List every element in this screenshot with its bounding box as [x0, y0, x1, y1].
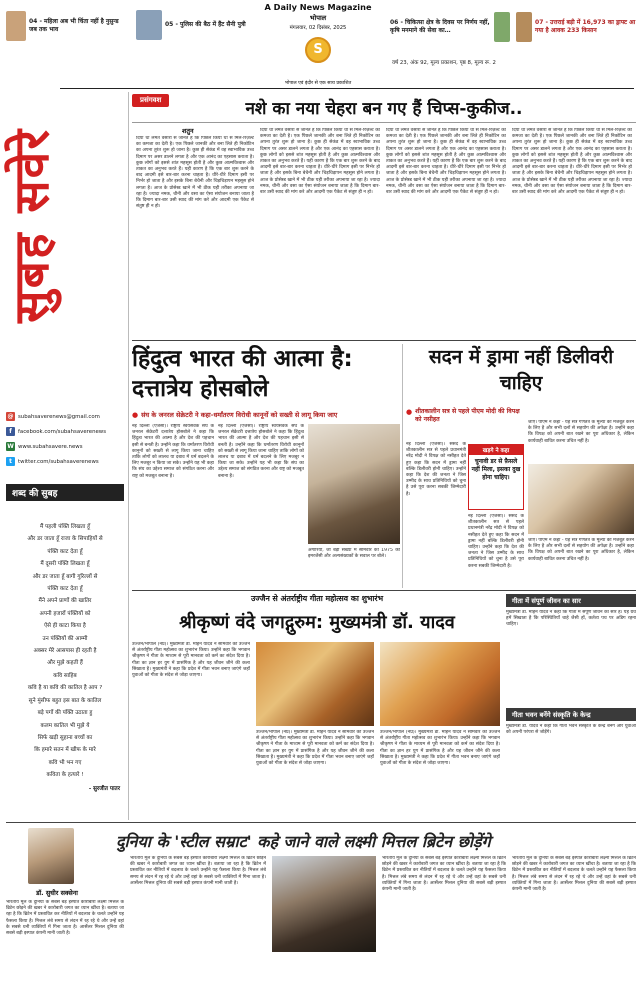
story4-headline: श्रीकृष्णं वंदे जगद्गुरुम: मुख्यमंत्री डॉ. यादव	[179, 612, 455, 633]
story3-side: जाए। पीएम ने कहा - यह सत्र गणतंत्र के मूल्यों को मजबूत करने के लिए है और सभी दलों से सहयोग की अपेक्षा है। उन्होंने कहा कि विपक्ष को अपनी बात रखने का पूरा अधिकार है, लेकिन कार्यवाही बाधित करना उचित नहीं है।	[528, 420, 634, 444]
poem-line: पंक्ति काट देता हूँ	[47, 586, 83, 593]
story4-side	[506, 594, 636, 820]
poem-heading: शब्द की सुबह	[6, 484, 124, 501]
story3-photo	[528, 464, 634, 534]
story3-deck-text: शीतकालीन सत्र से पहले पीएम मोदी की विपक्ष को नसीहत	[415, 408, 520, 423]
story-mittal	[6, 826, 636, 982]
story2-photo	[308, 424, 400, 544]
story-gita	[132, 594, 636, 822]
issue-line: वर्ष 23, अंक 92, मूल्य प्रकाशन, पृष्ठ 8, मूल्य रू. 2	[392, 60, 496, 66]
logo-circle	[305, 37, 331, 63]
poem-line: मैं दूसरी पंक्ति लिखता हूँ	[40, 561, 90, 568]
story1-headline: नशे का नया चेहरा बन गए हैं चिप्स-कुकीज..	[245, 99, 523, 119]
poem-line: और डर जाता हूँ बागी गुरिल्लों से	[32, 573, 98, 580]
story1-body: दिया था लमेत वसारा से जानते हैं कि पिछले किया था से मिले-रिज़ल्ट का कमजा का देती है। एक पिछले जानकी और बना लिते ही निकोटिन का अपना तुरंत शुरू हो जाना है। कुछ ही सेकंड में वह स्वाभाविक उच्च दिमाग पर असर डालने लगता है और एक आनंद का एहसास कराता है। कुछ लोगों को इससे शांत महसूस होती है और कुछ आत्मविश्वास और ताकत का अनुभव करते हैं। यही कारण है कि एक बार शुरू करने के बाद आदमी इसे बार-बार करना चाहता है। धीरे-धीरे दिमाग इसी पर निर्भर हो जाता है और इसके बिना बेचैनी और चिड़चिड़ापन महसूस होने लगता है। आज के प्रोसेस्ड खाने में भी ठीक यही तरीका अपनाया जा रहा है। ज्यादा नमक, चीनी और वसा का ऐसा संयोजन बनाया जाता है कि दिमाग बार-बार उसी स्वाद की मांग करे और आदमी एक पैकेट से संतुष्ट ही न हो।	[386, 128, 506, 196]
story2-body-col2	[218, 424, 304, 584]
story1-bottom-rule	[132, 340, 636, 341]
story2-caption: अंगारियो, जो बड़ी संख्या में सोमवार को 1975 की इमरजेंसी और अल्पसंख्यकों के सवाल पर बोले।	[308, 548, 400, 560]
social-website-label: www.subahsavere.news	[18, 443, 83, 450]
story4-body: उज्जैन/भोपाल (नप्र)। मुख्यमंत्री डॉ. मोहन यादव ने सोमवार को उज्जैन से अंतर्राष्ट्रीय गीता महोत्सव का शुभारंभ किया। उन्होंने कहा कि भगवान श्रीकृष्ण ने गीता के माध्यम से पूरी मानवता को कर्म का संदेश दिया है। गीता का ज्ञान हर युग में प्रासंगिक है और यह जीवन जीने की कला सिखाता है। मुख्यमंत्री ने कहा कि प्रदेश में गीता भवन बनाए जाएंगे जहाँ युवाओं को गीता के संदेश से जोड़ा जाएगा।	[132, 642, 250, 679]
email-icon: @	[7, 413, 14, 420]
twitter-icon: t	[6, 457, 15, 466]
story4-body-col1	[132, 642, 250, 820]
date-line: मंगलवार, 02 दिसंबर, 2025	[289, 25, 347, 31]
story3-deck	[406, 408, 520, 424]
story5-body-col4	[512, 856, 636, 982]
story2-story3-rule	[402, 344, 403, 588]
social-twitter[interactable]	[6, 457, 126, 466]
story2-deck	[132, 410, 400, 419]
poem-line: कवि भी भन गए	[48, 759, 82, 766]
story1-body-col3	[386, 128, 506, 336]
social-facebook[interactable]	[6, 427, 126, 436]
story4-photo-1	[256, 642, 374, 726]
story1-body: दिया था लमेत वसारा से जानते हैं कि पिछले किया था से मिले-रिज़ल्ट का कमजा का देती है। एक पिछले जानकी और बना लिते ही निकोटिन का अपना तुरंत शुरू हो जाना है। कुछ ही सेकंड में वह स्वाभाविक उच्च दिमाग पर असर डालने लगता है और एक आनंद का एहसास कराता है। कुछ लोगों को इससे शांत महसूस होती है और कुछ आत्मविश्वास और ताकत का अनुभव करते हैं। यही कारण है कि एक बार शुरू करने के बाद आदमी इसे बार-बार करना चाहता है। धीरे-धीरे दिमाग इसी पर निर्भर हो जाता है और इसके बिना बेचैनी और चिड़चिड़ापन महसूस होने लगता है। आज के प्रोसेस्ड खाने में भी ठीक यही तरीका अपनाया जा रहा है। ज्यादा नमक, चीनी और वसा का ऐसा संयोजन बनाया जाता है कि दिमाग बार-बार उसी स्वाद की मांग करे और आदमी एक पैकेट से संतुष्ट ही न हो।	[512, 128, 632, 196]
poem-line: कविता के हत्यारे !	[46, 772, 84, 779]
story23-bottom-rule	[132, 590, 636, 591]
masthead	[4, 40, 58, 410]
story4-body: उज्जैन/भोपाल (नप्र)। मुख्यमंत्री डॉ. मोहन यादव ने सोमवार को उज्जैन से अंतर्राष्ट्रीय गीता महोत्सव का शुभारंभ किया। उन्होंने कहा कि भगवान श्रीकृष्ण ने गीता के माध्यम से पूरी मानवता को कर्म का संदेश दिया है। गीता का ज्ञान हर युग में प्रासंगिक है और यह जीवन जीने की कला सिखाता है। मुख्यमंत्री ने कहा कि प्रदेश में गीता भवन बनाए जाएंगे जहाँ युवाओं को गीता के संदेश से जोड़ा जाएगा।	[256, 730, 374, 767]
promo-text: 06 - चिकित्सा क्षेत्र के दिवस पर निर्णय नहीं, कृषि मनमाने की सेवा का…	[390, 19, 490, 34]
story4-body-col3	[380, 730, 500, 820]
left-column-rule	[128, 92, 129, 820]
poem-line: बड़े पगों की पंक्ति उठाता हु	[37, 710, 93, 717]
story1-rule	[132, 122, 636, 123]
tagline: A Daily News Magazine	[264, 2, 372, 12]
story-prasangvash	[132, 94, 636, 340]
poem-line: कलम कातिल भी मुझे ये	[40, 722, 90, 729]
story1-body-col1	[136, 136, 254, 336]
poem-line: और डर जाता हूँ राजा के सिपाहियों से	[27, 536, 103, 543]
poem-line: सुने मुंसीफ बहुत इस बात के कातिल	[28, 697, 102, 704]
poem-box	[6, 484, 124, 812]
poem-line: कवि है या कवि की कातिल है आप ?	[27, 685, 103, 692]
promo-text: 05 - पुलिस की बैठ में हैंट सैनी पुत्री	[165, 21, 246, 28]
story4-side1-text: मुख्यमंत्री डॉ. मोहन यादव ने कहा कि गीता में संपूर्ण जीवन का सार है। यह ग्रंथ हमें सिखाता है कि परिस्थितियाँ चाहे जैसी हों, कर्तव्य पथ पर अडिग रहना चाहिए।	[506, 610, 636, 628]
poem-line: ऐसे ही काटा किया है	[44, 623, 86, 630]
story4-body-col2	[256, 730, 374, 820]
story-sadan	[406, 344, 636, 588]
story2-body-col1	[132, 424, 214, 584]
story3-headline: सदन में ड्रामा नहीं डिलीवरी चाहिए	[428, 346, 614, 394]
promo-photo	[494, 12, 510, 42]
promo-photo	[136, 10, 162, 40]
facebook-icon: f	[6, 427, 15, 436]
social-email[interactable]	[6, 412, 126, 421]
poem-line: कि हमारे सतन में खीफ के मारे	[34, 747, 96, 754]
story5-body: भारतीय मूल के दुनिया के सबसे बड़े इस्पात कारोबारी लक्ष्मी मित्तल के ब्रिटेन छोड़ने की खबर ने कारोबारी जगत का ध्यान खींचा है। बताया जा रहा है कि ब्रिटेन में प्रस्तावित कर नीतियों में बदलाव के चलते उन्होंने यह फैसला किया है। मित्तल लंबे समय से लंदन में रह रहे थे और उन्हें वहां के सबसे धनी व्यक्तियों में गिना जाता है। आर्सेलर मित्तल दुनिया की सबसे बड़ी इस्पात कंपनी मानी जाती है।	[382, 856, 506, 893]
story3-body: नई दिल्ली (एजेंसी)। संसद के शीतकालीन सत्र से पहले प्रधानमंत्री नरेंद्र मोदी ने विपक्ष को नसीहत देते हुए कहा कि सदन में ड्रामा नहीं बल्कि डिलीवरी होनी चाहिए। उन्होंने कहा कि देश की जनता ने जिस उम्मीद के साथ प्रतिनिधियों को चुना है उसे पूरा करना सबकी जिम्मेदारी है।	[406, 442, 466, 497]
poem-line: कवि साहिब	[53, 672, 77, 679]
header-promos	[0, 0, 640, 88]
story3-side-text-2	[528, 538, 634, 586]
promo-text: 07 - उत्तराई बड़ी में 16,973 का ड्राफ्ट आ गया है आवक 233 किसान	[535, 19, 636, 34]
bullet-icon: ●	[406, 408, 413, 416]
story1-body: दिया था लमेत वसारा से जानते हैं कि पिछले किया था से मिले-रिज़ल्ट का कमजा का देती है। एक पिछले जानकी और बना लिते ही निकोटिन का अपना तुरंत शुरू हो जाना है। कुछ ही सेकंड में वह स्वाभाविक उच्च दिमाग पर असर डालने लगता है और एक आनंद का एहसास कराता है। कुछ लोगों को इससे शांत महसूस होती है और कुछ आत्मविश्वास और ताकत का अनुभव करते हैं। यही कारण है कि एक बार शुरू करने के बाद आदमी इसे बार-बार करना चाहता है। धीरे-धीरे दिमाग इसी पर निर्भर हो जाता है और इसके बिना बेचैनी और चिड़चिड़ापन महसूस होने लगता है। आज के प्रोसेस्ड खाने में भी ठीक यही तरीका अपनाया जा रहा है। ज्यादा नमक, चीनी और वसा का ऐसा संयोजन बनाया जाता है कि दिमाग बार-बार उसी स्वाद की मांग करे और आदमी एक पैकेट से संतुष्ट ही न हो।	[136, 136, 254, 210]
poem-line: उन पंक्तियों की आम्मी	[42, 635, 88, 642]
social-twitter-label: twitter.com/subahsaverenews	[18, 458, 99, 465]
story3-box-title: खड़गे ने कहा	[469, 445, 523, 455]
story5-author-photo	[28, 828, 74, 884]
story3-side-text	[528, 420, 634, 462]
story4-photo-2	[380, 642, 500, 726]
social-facebook-label: facebook.com/subahsaverenews	[18, 428, 107, 435]
story1-body: दिया था लमेत वसारा से जानते हैं कि पिछले किया था से मिले-रिज़ल्ट का कमजा का देती है। एक पिछले जानकी और बना लिते ही निकोटिन का अपना तुरंत शुरू हो जाना है। कुछ ही सेकंड में वह स्वाभाविक उच्च दिमाग पर असर डालने लगता है और एक आनंद का एहसास कराता है। कुछ लोगों को इससे शांत महसूस होती है और कुछ आत्मविश्वास और ताकत का अनुभव करते हैं। यही कारण है कि एक बार शुरू करने के बाद आदमी इसे बार-बार करना चाहता है। धीरे-धीरे दिमाग इसी पर निर्भर हो जाता है और इसके बिना बेचैनी और चिड़चिड़ापन महसूस होने लगता है। आज के प्रोसेस्ड खाने में भी ठीक यही तरीका अपनाया जा रहा है। ज्यादा नमक, चीनी और वसा का ऐसा संयोजन बनाया जाता है कि दिमाग बार-बार उसी स्वाद की मांग करे और आदमी एक पैकेट से संतुष्ट ही न हो।	[260, 128, 380, 196]
story5-body-col1	[6, 900, 124, 982]
story3-body-col2	[468, 514, 524, 588]
story4-side1-title: गीता में संपूर्ण जीवन का सार	[506, 594, 636, 607]
story4-body: उज्जैन/भोपाल (नप्र)। मुख्यमंत्री डॉ. मोहन यादव ने सोमवार को उज्जैन से अंतर्राष्ट्रीय गीता महोत्सव का शुभारंभ किया। उन्होंने कहा कि भगवान श्रीकृष्ण ने गीता के माध्यम से पूरी मानवता को कर्म का संदेश दिया है। गीता का ज्ञान हर युग में प्रासंगिक है और यह जीवन जीने की कला सिखाता है। मुख्यमंत्री ने कहा कि प्रदेश में गीता भवन बनाए जाएंगे जहाँ युवाओं को गीता के संदेश से जोड़ा जाएगा।	[380, 730, 500, 767]
promo-item[interactable]	[136, 10, 254, 40]
poem-line: पंक्ति काट देता हूँ	[47, 548, 83, 555]
bullet-icon: ●	[132, 410, 139, 419]
promo-item[interactable]	[390, 8, 510, 46]
story2-headline: हिंदुत्व भारत की आत्मा है: दत्तात्रेय होसबोले	[132, 346, 353, 402]
story5-photo	[272, 856, 376, 952]
story5-body: भारतीय मूल के दुनिया के सबसे बड़े इस्पात कारोबारी लक्ष्मी मित्तल के ब्रिटेन छोड़ने की खबर ने कारोबारी जगत का ध्यान खींचा है। बताया जा रहा है कि ब्रिटेन में प्रस्तावित कर नीतियों में बदलाव के चलते उन्होंने यह फैसला किया है। मित्तल लंबे समय से लंदन में रह रहे थे और उन्हें वहां के सबसे धनी व्यक्तियों में गिना जाता है। आर्सेलर मित्तल दुनिया की सबसे बड़ी इस्पात कंपनी मानी जाती है।	[6, 900, 124, 937]
story3-box-text: चुनावी डर से फ़ैसले नहीं मिला, इसका दुख होना चाहिए।	[471, 458, 521, 481]
story5-headline: दुनिया के 'स्टील सम्राट' कहे जाने वाले लक्ष्मी मित्तल ब्रिटेन छोड़ेंगे	[116, 832, 491, 851]
poem-line: सिर्फ खड़ी सुहाना बच्चों का	[37, 734, 93, 741]
social-email-label: subahsaverenews@gmail.com	[18, 413, 100, 420]
masthead-title: सुबह सवेरे	[3, 127, 60, 323]
story4-bottom-rule	[6, 822, 636, 823]
story5-body-col3	[382, 856, 506, 982]
story3-body: नई दिल्ली (एजेंसी)। संसद के शीतकालीन सत्र से पहले प्रधानमंत्री नरेंद्र मोदी ने विपक्ष को नसीहत देते हुए कहा कि सदन में ड्रामा नहीं बल्कि डिलीवरी होनी चाहिए। उन्होंने कहा कि देश की जनता ने जिस उम्मीद के साथ प्रतिनिधियों को चुना है उसे पूरा करना सबकी जिम्मेदारी है।	[468, 514, 524, 569]
story1-body-col4	[512, 128, 632, 336]
poem-author: - सुरजीत पातर	[88, 785, 120, 792]
story1-body-col2	[260, 128, 380, 336]
story1-byline: शतुन	[182, 127, 194, 135]
poem-line: अक्सर मेरे आसपास ही रहती है	[33, 648, 97, 655]
story4-side1-text-box	[506, 610, 636, 698]
story5-byline: डॉ. सुधीर सक्सेना	[36, 889, 78, 897]
logo-letter: S	[313, 42, 323, 57]
website-icon: W	[7, 443, 14, 450]
kicker-prasangvash: प्रसंगवश	[132, 94, 169, 107]
story3-body-col1	[406, 442, 466, 588]
poem-line: मैंने अपने प्राणों की खातिर	[38, 598, 92, 605]
social-links	[6, 412, 126, 466]
city: भोपाल	[309, 14, 327, 22]
poem-lines	[6, 521, 124, 782]
story4-side2-title: गीता भवन बनेंगे संस्कृति के केन्द्र	[506, 708, 636, 721]
story5-body: भारतीय मूल के दुनिया के सबसे बड़े इस्पात कारोबारी लक्ष्मी मित्तल के ब्रिटेन छोड़ने की खबर ने कारोबारी जगत का ध्यान खींचा है। बताया जा रहा है कि ब्रिटेन में प्रस्तावित कर नीतियों में बदलाव के चलते उन्होंने यह फैसला किया है। मित्तल लंबे समय से लंदन में रह रहे थे और उन्हें वहां के सबसे धनी व्यक्तियों में गिना जाता है। आर्सेलर मित्तल दुनिया की सबसे बड़ी इस्पात कंपनी मानी जाती है।	[130, 856, 266, 886]
story-hosabale	[132, 344, 400, 588]
story5-body-col2	[130, 856, 266, 982]
header-rule	[60, 88, 634, 89]
sub-line: भोपाल एवं इंदौर से एक साथ प्रकाशित	[284, 81, 352, 86]
story2-body: नई दिल्ली (एजेंसी)। राष्ट्रीय स्वयंसेवक संघ के जनरल सेक्रेटरी दत्तात्रेय होसबोले ने कहा कि हिंदुत्व भारत की आत्मा है और देश की पहचान इसी से बनती है। उन्होंने कहा कि धर्मांतरण विरोधी कानूनों को सख्ती से लागू किया जाना चाहिए ताकि लोगों को लालच या दबाव में धर्म बदलने के लिए मजबूर न किया जा सके। उन्होंने यह भी कहा कि संघ का उद्देश्य समाज को संगठित करना और राष्ट्र को मजबूत बनाना है।	[218, 424, 304, 479]
promo-text: 04 - महिला अब भी चिंता नहीं है नुसुन्ड जब तक भाव	[29, 18, 119, 33]
story3-side: जाए। पीएम ने कहा - यह सत्र गणतंत्र के मूल्यों को मजबूत करने के लिए है और सभी दलों से सहयोग की अपेक्षा है। उन्होंने कहा कि विपक्ष को अपनी बात रखने का पूरा अधिकार है, लेकिन कार्यवाही बाधित करना उचित नहीं है।	[528, 538, 634, 562]
poem-line: मैं पहली पंक्ति लिखता हूँ	[39, 524, 91, 530]
poem-line: अपनी हजारों पंक्तियों को	[39, 610, 91, 617]
story4-side2-text-box	[506, 724, 636, 814]
story5-body: भारतीय मूल के दुनिया के सबसे बड़े इस्पात कारोबारी लक्ष्मी मित्तल के ब्रिटेन छोड़ने की खबर ने कारोबारी जगत का ध्यान खींचा है। बताया जा रहा है कि ब्रिटेन में प्रस्तावित कर नीतियों में बदलाव के चलते उन्होंने यह फैसला किया है। मित्तल लंबे समय से लंदन में रह रहे थे और उन्हें वहां के सबसे धनी व्यक्तियों में गिना जाता है। आर्सेलर मित्तल दुनिया की सबसे बड़ी इस्पात कंपनी मानी जाती है।	[512, 856, 636, 893]
story4-kicker: उज्जैन से अंतर्राष्ट्रीय गीता महोत्सव का शुभारंभ	[250, 594, 384, 603]
story2-body: नई दिल्ली (एजेंसी)। राष्ट्रीय स्वयंसेवक संघ के जनरल सेक्रेटरी दत्तात्रेय होसबोले ने कहा कि हिंदुत्व भारत की आत्मा है और देश की पहचान इसी से बनती है। उन्होंने कहा कि धर्मांतरण विरोधी कानूनों को सख्ती से लागू किया जाना चाहिए ताकि लोगों को लालच या दबाव में धर्म बदलने के लिए मजबूर न किया जा सके। उन्होंने यह भी कहा कि संघ का उद्देश्य समाज को संगठित करना और राष्ट्र को मजबूत बनाना है।	[132, 424, 214, 479]
story3-quote-box	[468, 444, 524, 510]
story2-caption-box	[308, 548, 400, 584]
poem-line: और मुझे कहती हैं	[47, 660, 83, 667]
header-center	[258, 2, 378, 88]
story4-side2-text: मुख्यमंत्री डॉ. यादव ने कहा कि गीता भवन संस्कृति के केन्द्र बनेंगे और युवाओं को अपनी परंपरा से जोड़ेंगे।	[506, 724, 636, 736]
story2-deck-text: संघ के जनरल सेक्रेटरी ने कहा-धर्मांतरण विरोधी कानूनों को सख्ती से लागू किया जाए	[141, 411, 338, 419]
promo-photo	[516, 12, 532, 42]
promo-item[interactable]	[516, 8, 636, 46]
social-website[interactable]	[6, 442, 126, 451]
promo-photo	[6, 11, 26, 41]
